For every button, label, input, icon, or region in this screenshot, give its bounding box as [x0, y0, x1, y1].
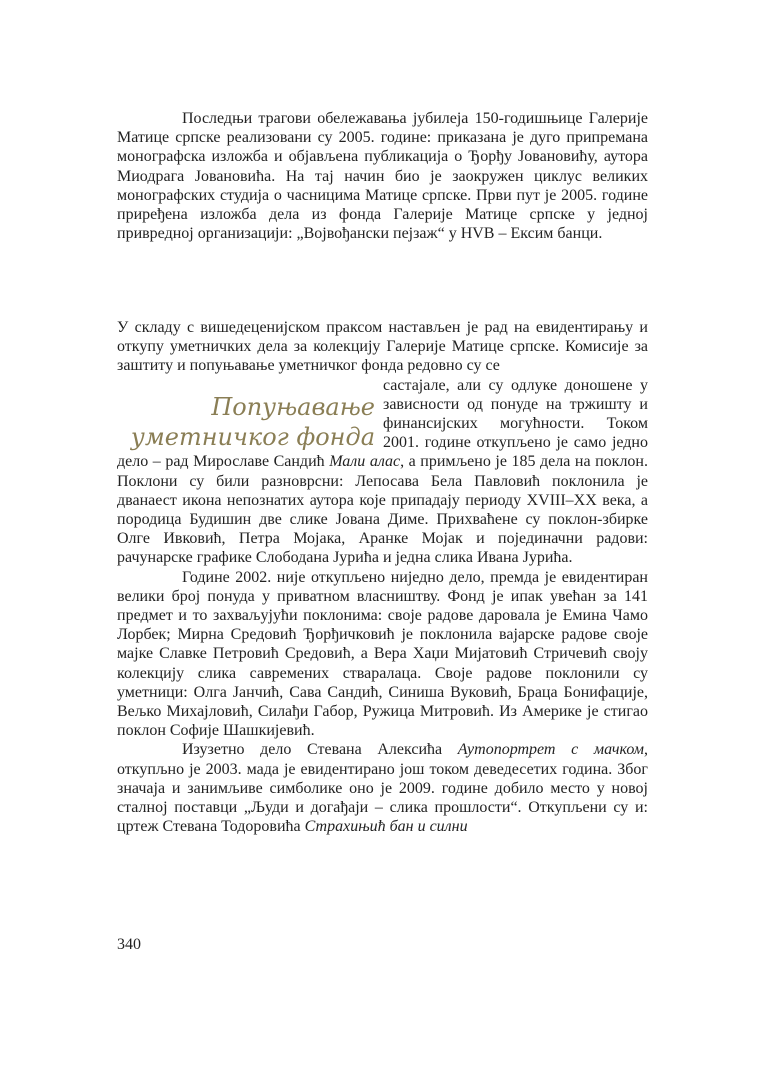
paragraph-fund-intro: У складу с вишедеценијском праксом настављен је рад на евидентирању и откупу уметничких дела за колекцију Галерије Матице српске. Комисије за заштиту и попуњавање уметничког фонда редовно су се — [117, 319, 648, 375]
paragraph-jubilee-text: Последњи трагови обележавања јубилеја 150-годишњице Галерије Матице српске реализовани су 2005. године: приказана је дуго припремана монографска изложба и објављена публикација о Ђорђу Јовановићу, аутора Миодрага Јовановића. На тај начин био је заокружен циклус великих монографских студија о часницима Матице српске. Први пут је 2005. године приређена изложба дела из фонда Галерије Матице српске у једној привредној организацији: „Војвођански пејзаж“ у HVB – Ексим банци. — [117, 110, 648, 243]
paragraph-jubilee — [117, 109, 648, 243]
paragraph-fund-rest: , а примљено је 185 дела на поклон. Поклони су били разноврсни: Лепосава Бела Павловић поклонила је дванаест икона непознатих аутора које припадају периоду XVIII–XX века, а породица Будишин две слике Јована Диме. Прихваћене су поклон-збирке Олге Ивковић, Петра Мојака, Аранке Мојак и појединачни радови: рачунарске графике Слободана Јурића и једна слика Ивана Јурића. — [117, 453, 648, 567]
artwork-title-autoportret: Аутопортрет с мачком — [457, 741, 644, 759]
artwork-title-strahinjic: Страхињић бан и силни — [304, 818, 468, 836]
section-heading-line2: уметничког фонда — [130, 422, 375, 451]
artwork-title-mali-alas: Мали алас — [329, 453, 401, 471]
paragraph-fund-wrap: састајале, али су одлуке доношене у зависности од понуде на тржишту и финансијских могућности. Током 2001. године откупљено је само једно дело – рад Мирославе Сандић — [117, 376, 648, 471]
paragraph-2003-a: Изузетно дело Стевана Алексића — [182, 741, 443, 759]
section-fund — [117, 318, 648, 836]
paragraph-2003 — [117, 740, 648, 836]
paragraph-2003-b: , откупљно је 2003. мада је евидентирано још током деведесетих година. Због значаја и занимљиве симболике оно је 2009. године добило место у новој сталној поставци „Људи и догађаји – слика прошлости“. Откупљени су и: цртеж Стевана Тодоровића — [117, 741, 648, 836]
section-heading-line1: Попуњавање — [211, 392, 375, 421]
section-heading — [117, 392, 375, 452]
page-number: 340 — [117, 936, 141, 953]
paragraph-2002: Године 2002. није откупљено ниједно дело, премда је евидентиран велики број понуда у приватном власништву. Фонд је ипак увећан за 141 предмет и то захваљујући поклонима: своје радове даровала је Емина Чамо Лорбек; Мирна Средовић Ђорђичковић је поклонила вајарске радове своје мајке Славке Петровић Средовић, а Вера Хаџи Мијатовић Стричевић своју колекцију слика савремених стваралаца. Своје радове поклонили су уметници: Олга Јанчић, Сава Сандић, Синиша Вуковић, Браца Бонифације, Вељко Михајловић, Силађи Габор, Ружица Митровић. Из Америке је стигао поклон Софије Шашкијевић. — [117, 568, 648, 740]
